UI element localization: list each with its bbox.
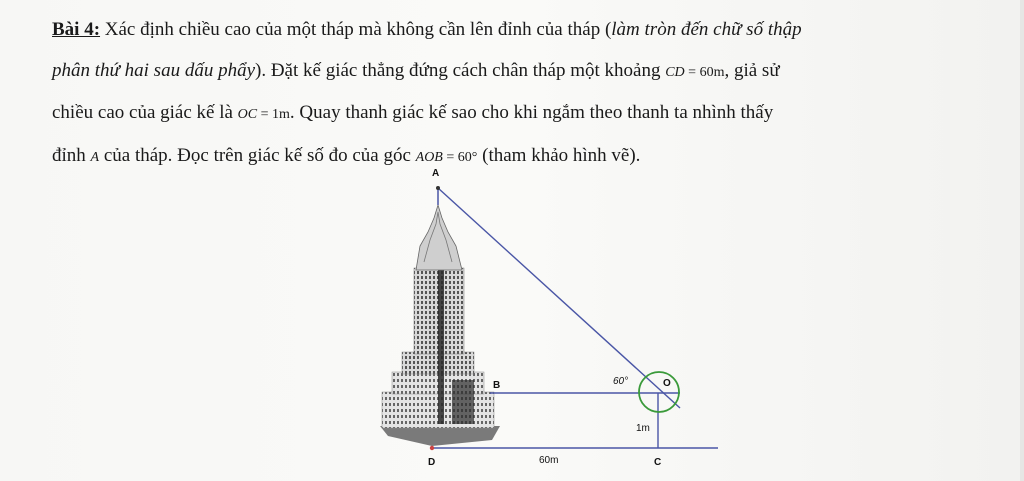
math-value: 60m [699, 64, 725, 80]
label-c: C [654, 457, 662, 468]
tower-shadow-block [452, 380, 474, 424]
math-var: A [90, 149, 100, 165]
text-segment: . Quay thanh giác kế sao cho khi ngắm theo thanh ta nhình thấy [289, 102, 774, 123]
math-value: 1m [272, 107, 290, 122]
height-label: 1m [636, 423, 650, 434]
text-segment: ). Đặt kế giác thẳng đứng cách chân tháp một khoảng [255, 59, 666, 81]
text-segment: (tham khảo hình vẽ). [477, 144, 641, 166]
tower-shadow-column [438, 270, 444, 424]
tower-crown [416, 205, 462, 270]
text-segment: của tháp. Đọc trên giác kế số đo của góc [99, 144, 416, 166]
math-var: AOB [415, 149, 443, 165]
tower-illustration [380, 188, 500, 446]
label-b: B [493, 380, 501, 391]
math-var: CD [665, 64, 685, 80]
label-a: A [432, 168, 440, 179]
page-edge [1020, 0, 1024, 481]
text-segment: , giả sử [724, 59, 780, 81]
italic-note: làm tròn đến chữ số thập [611, 19, 802, 40]
math-op: = [442, 149, 458, 165]
text-segment: đỉnh [52, 144, 91, 166]
problem-title: Bài 4: [52, 19, 101, 40]
point-a-dot [436, 186, 440, 190]
distance-label: 60m [539, 455, 559, 466]
point-d-dot [430, 446, 434, 450]
italic-note: phân thứ hai sau dấu phẩy [52, 59, 255, 81]
math-op: = [257, 107, 273, 122]
math-op: = [684, 64, 700, 80]
math-value: 60° [457, 149, 478, 165]
goniometer-circle [639, 372, 679, 412]
text-segment: chiều cao của giác kế là [52, 102, 238, 123]
label-o: O [663, 378, 671, 389]
math-var: OC [237, 107, 258, 122]
text-segment: Xác định chiều cao của một tháp mà không cần lên đỉnh của tháp ( [100, 19, 612, 40]
label-d: D [428, 457, 436, 468]
tower-base-shadow [380, 426, 500, 446]
angle-label: 60° [613, 376, 629, 387]
